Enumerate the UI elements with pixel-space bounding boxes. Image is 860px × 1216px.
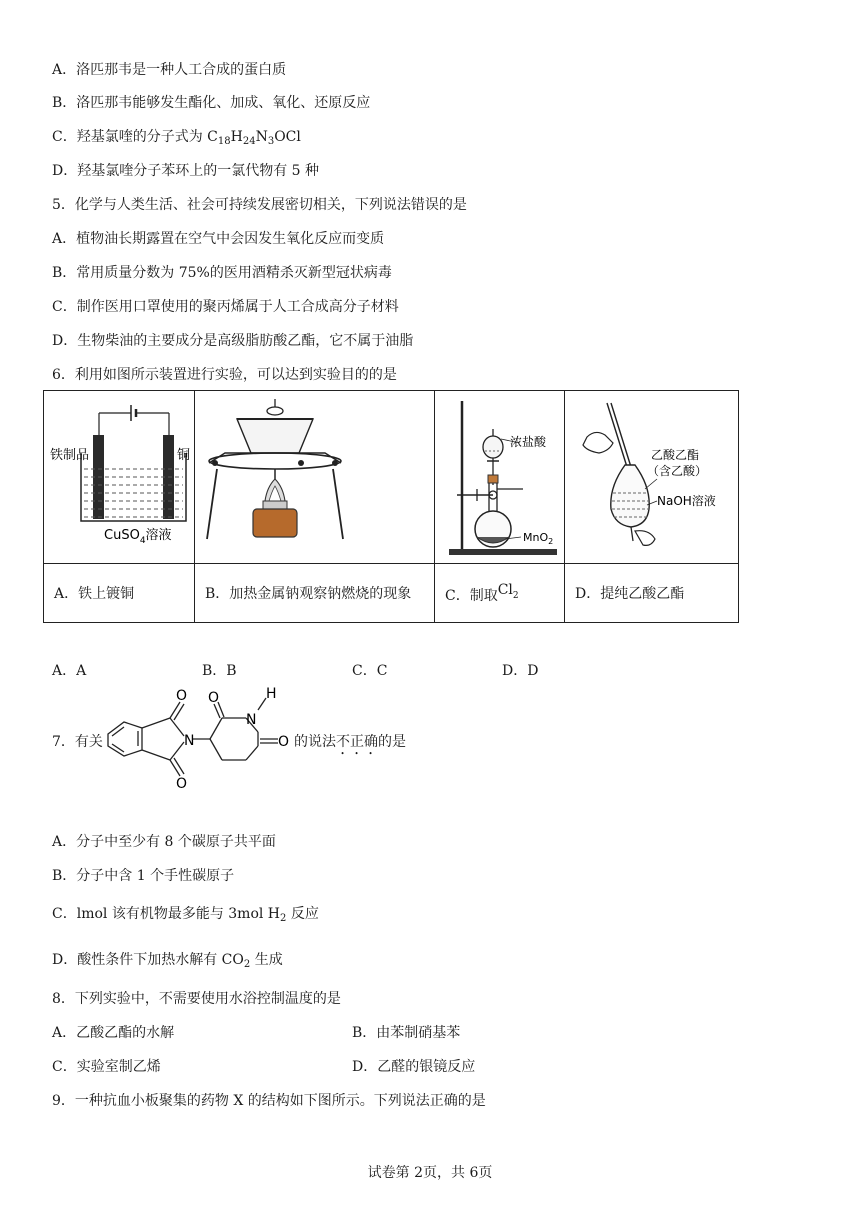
q5-option-a: A．植物油长期露置在空气中会因发生氧化反应而变质 — [52, 231, 385, 247]
ester-label: 乙酸乙酯 — [651, 448, 700, 462]
svg-text:O: O — [208, 690, 220, 706]
svg-text:H: H — [266, 686, 277, 702]
q8-option-c: C．实验室制乙烯 — [52, 1059, 161, 1075]
q7-stem-prefix: 7．有关 — [52, 734, 103, 750]
q7-option-a: A．分子中至少有 8 个碳原子共平面 — [52, 834, 276, 850]
q8-option-b: B．由苯制硝基苯 — [352, 1025, 461, 1041]
q8-option-a: A．乙酸乙酯的水解 — [52, 1025, 175, 1041]
electroplating-diagram — [44, 391, 195, 559]
iron-label: 铁制品 — [50, 448, 90, 463]
separatory-funnel-diagram — [565, 391, 739, 559]
q6-stem: 6．利用如图所示装置进行实验，可以达到实验目的的是 — [52, 367, 397, 383]
fig-ester-purify — [565, 391, 739, 564]
q5-stem: 5．化学与人类生活、社会可持续发展密切相关，下列说法错误的是 — [52, 197, 467, 213]
q7-stem-suffix: 的说法不正确的是 — [294, 734, 406, 750]
svg-text:O: O — [176, 688, 188, 704]
svg-text:O: O — [176, 776, 188, 792]
q6-answer-a: A．A — [52, 663, 87, 679]
copper-label: 铜 — [177, 448, 191, 463]
q6-answer-b: B．B — [202, 663, 237, 679]
q5-option-b: B．常用质量分数为 75%的医用酒精杀灭新型冠状病毒 — [52, 265, 392, 281]
fig-electroplating — [44, 391, 195, 564]
hcl-label: 浓盐酸 — [510, 435, 547, 449]
ester-note-label: （含乙酸） — [647, 464, 708, 478]
q4-option-d: D．羟基氯喹分子苯环上的一氯代物有 5 种 — [52, 163, 320, 179]
thalidomide-structure — [100, 684, 296, 794]
q5-option-c: C．制作医用口罩使用的聚丙烯属于人工合成高分子材料 — [52, 299, 399, 315]
mno2-label: MnO$_2$ — [523, 531, 554, 546]
svg-text:N: N — [184, 733, 195, 749]
q8-option-d: D．乙醛的银镜反应 — [352, 1059, 476, 1075]
caption-c: C．制取Cl2 — [435, 564, 565, 623]
q6-answer-c: C．C — [352, 663, 388, 679]
q6-apparatus-table — [43, 390, 739, 623]
fig-chlorine-prep — [435, 391, 565, 564]
svg-text:N: N — [246, 712, 257, 728]
q4-option-b: B．洛匹那韦能够发生酯化、加成、氧化、还原反应 — [52, 95, 371, 111]
q7-emphasis: 不正确 — [336, 734, 378, 750]
cuso4-label: CuSO$_4$溶液 — [104, 528, 172, 546]
q7-option-c: C．lmol 该有机物最多能与 3mol $H_2$ 反应 — [52, 906, 319, 924]
fig-sodium-heating — [195, 391, 435, 564]
q7-option-d: D．酸性条件下加热水解有 $CO_2$ 生成 — [52, 952, 283, 970]
chlorine-generator-diagram — [435, 391, 565, 559]
caption-b: B．加热金属钠观察钠燃烧的现象 — [195, 564, 435, 623]
page-footer: 试卷第 2页，共 6页 — [367, 1165, 493, 1181]
q7-option-b: B．分子中含 1 个手性碳原子 — [52, 868, 235, 884]
q9-stem: 9．一种抗血小板聚集的药物 X 的结构如下图所示。下列说法正确的是 — [52, 1093, 486, 1109]
crucible-tripod-diagram — [195, 391, 435, 559]
q5-option-d: D．生物柴油的主要成分是高级脂肪酸乙酯，它不属于油脂 — [52, 333, 414, 349]
svg-text:O: O — [278, 734, 290, 750]
q8-stem: 8．下列实验中，不需要使用水浴控制温度的是 — [52, 991, 341, 1007]
naoh-label: NaOH溶液 — [657, 494, 716, 508]
caption-a: A．铁上镀铜 — [44, 564, 195, 623]
q4-option-a: A．洛匹那韦是一种人工合成的蛋白质 — [52, 62, 287, 78]
q6-answer-d: D．D — [502, 663, 539, 679]
q4-option-c: C．羟基氯喹的分子式为 $C_{18}H_{24}N_3OCl$ — [52, 129, 301, 147]
caption-d: D．提纯乙酸乙酯 — [565, 564, 739, 623]
